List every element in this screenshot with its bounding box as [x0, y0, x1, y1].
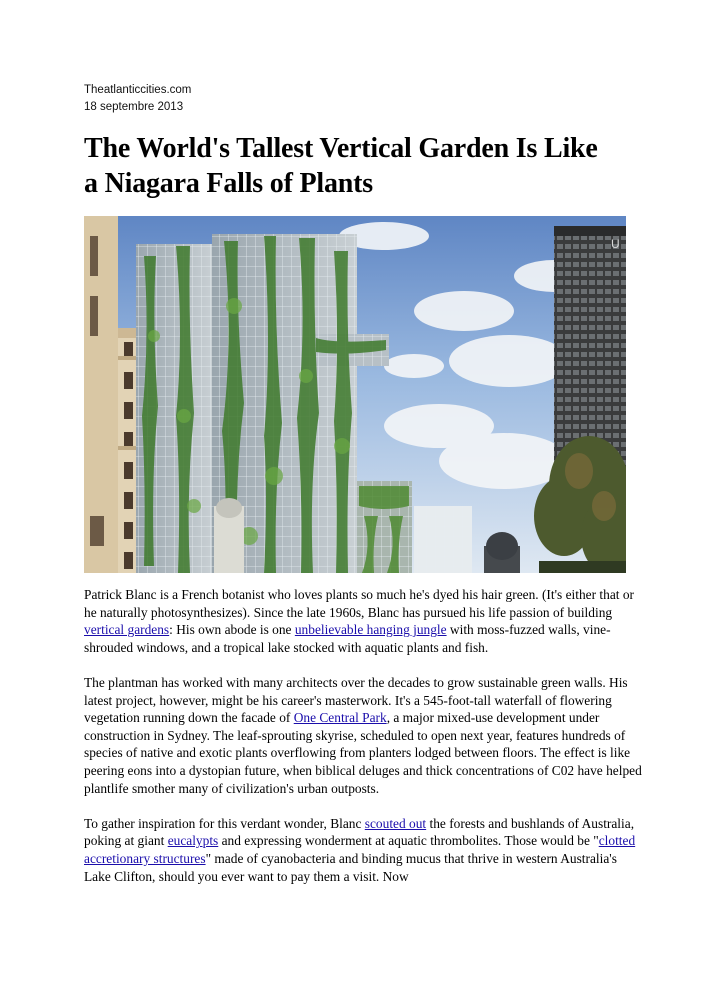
inline-link[interactable]: One Central Park	[293, 710, 387, 726]
publish-date: 18 septembre 2013	[84, 101, 184, 113]
title-line-2: a Niagara Falls of Plants	[84, 168, 373, 199]
article-meta	[84, 82, 191, 116]
paragraph-text: with moss-fuzzed walls, vine-shrouded windows, and a tropical lake stocked with aquatic plants and fish.	[84, 622, 611, 655]
article-paragraph	[84, 815, 644, 885]
paragraph-text: the forests and bushlands of Australia, poking at giant	[84, 815, 635, 849]
tower-logo-letter: U	[611, 237, 620, 251]
article-paragraph	[84, 586, 644, 656]
paragraph-text: : His own abode is one	[169, 622, 295, 638]
article-paragraph	[84, 674, 644, 797]
title-line-1: The World's Tallest Vertical Garden Is Like	[84, 133, 598, 164]
paragraph-text: , a major mixed-use development under construction in Sydney. The leaf-sprouting skyrise, scheduled to open next year, features hundreds of species of native and exotic plants overflowing from planters lodged between floors. The effect is like peering eons into a dystopian future, when biblical deluges and thick concentrations of C02 have helped plantlife smother many of civilization's urban outposts.	[84, 710, 642, 796]
paragraph-text: To gather inspiration for this verdant wonder, Blanc	[84, 815, 365, 831]
inline-link[interactable]: scouted out	[364, 815, 427, 831]
paragraph-text: Patrick Blanc is a French botanist who loves plants so much he's dyed his hair green. (It's either that or he naturally photosynthesizes). Since the late 1960s, Blanc has pursued his life passion of building	[84, 587, 634, 620]
source-site: Theatlanticcities.com	[84, 84, 192, 96]
paragraph-text: The plantman has worked with many architects over the decades to grow sustainable green walls. His latest project, however, might be his career's masterwork. It's a 545-foot-tall waterfall of flowering vegetation running down the facade of	[84, 674, 628, 726]
building-photo	[84, 216, 626, 573]
inline-link[interactable]: unbelievable hanging jungle	[294, 622, 447, 638]
article-body	[84, 586, 644, 903]
paragraph-text: and expressing wonderment at aquatic thrombolites. Those would be "	[218, 833, 599, 849]
inline-link[interactable]: clotted accretionary structures	[84, 833, 636, 866]
article-title	[84, 131, 644, 201]
inline-link[interactable]: eucalypts	[167, 833, 219, 849]
inline-link[interactable]: vertical gardens	[84, 622, 170, 638]
paragraph-text: " made of cyanobacteria and binding mucus that thrive in western Australia's Lake Clifton, should you ever want to pay them a visit. Now	[84, 850, 617, 884]
